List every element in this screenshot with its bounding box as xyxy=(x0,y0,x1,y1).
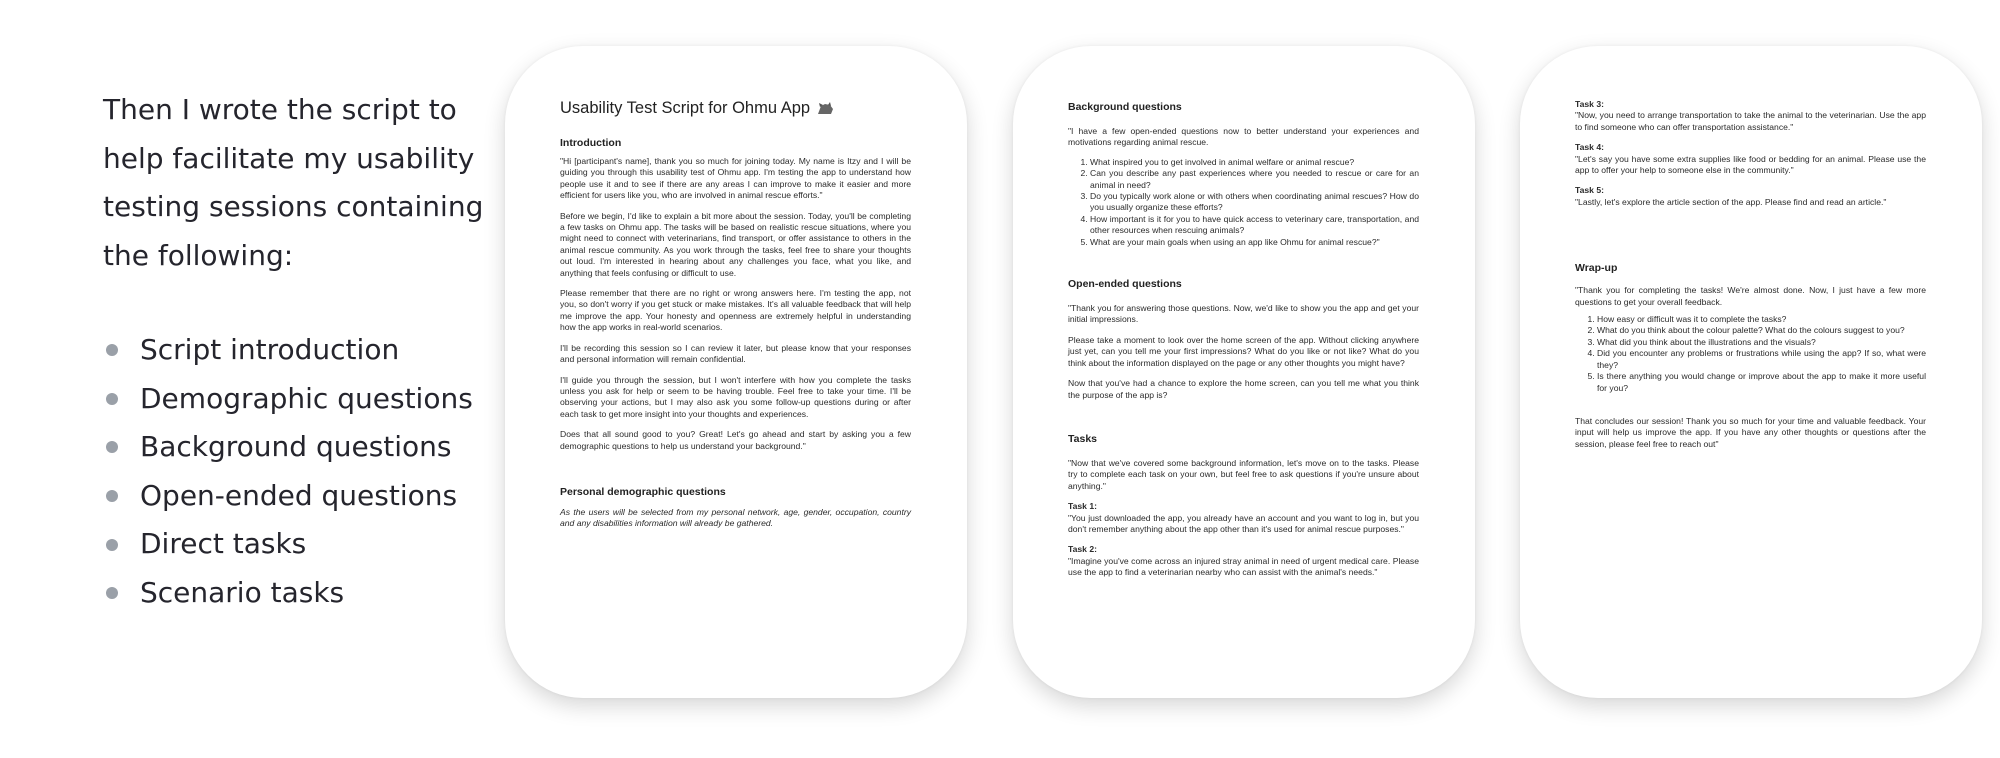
list-item: 5. What are your main goals when using an app like Ohmu for animal rescue?" xyxy=(1090,237,1419,248)
task-label: Task 2: xyxy=(1068,544,1097,555)
paragraph: "I have a few open-ended questions now to better understand your experiences and motivations regarding animal rescue. xyxy=(1068,126,1419,148)
task-text: "Let's say you have some extra supplies like food or bedding for an animal. Please use the app to offer your help to someone else in the community." xyxy=(1575,153,1926,176)
list-item: 1. What inspired you to get involved in animal welfare or animal rescue? xyxy=(1090,157,1419,168)
document-title-text: Usability Test Script for Ohmu App xyxy=(560,99,811,117)
intro-heading: Then I wrote the script to help facilitate my usability testing sessions containing the following: xyxy=(103,93,484,272)
animal-icon xyxy=(816,102,834,116)
bullet-icon xyxy=(106,393,118,405)
paragraph: "Now that we've covered some background information, let's move on to the tasks. Please try to complete each task on your own, but feel free to ask questions if you're unsure about anything." xyxy=(1068,457,1419,491)
task-text: "You just downloaded the app, you already have an account and you want to log in, but you don't remember anything about the app other than it's used for animal rescue purposes." xyxy=(1068,512,1419,534)
section-heading-tasks: Tasks xyxy=(1068,432,1097,445)
paragraph: Now that you've had a chance to explore the home screen, can you tell me what you think the purpose of the app is? xyxy=(1068,378,1419,400)
list-item xyxy=(103,472,473,521)
paragraph: Before we begin, I'd like to explain a bit more about the session. Today, you'll be completing a few tasks on Ohmu app. The tasks will be based on realistic rescue situations, where you might need to connect with veterinarians, find transport, or offer assistance to others in the animal rescue community. As you work through the tasks, feel free to share your thoughts out loud. I'm interested in hearing about any challenges you face, what you like, and anything that feels confusing or difficult to use. xyxy=(560,210,911,278)
list-item-label: Scenario tasks xyxy=(140,575,345,609)
task-label: Task 3: xyxy=(1575,99,1604,109)
section-heading-demographic: Personal demographic questions xyxy=(560,485,726,498)
list-item: 4. How important is it for you to have quick access to veterinary care, transportation, and other resources when rescuing animals? xyxy=(1090,214,1419,237)
task-label: Task 4: xyxy=(1575,142,1604,153)
document-title xyxy=(560,99,911,118)
section-heading-background: Background questions xyxy=(1068,101,1182,113)
list-item: 4. Did you encounter any problems or frustrations while using the app? If so, what were they? xyxy=(1597,348,1926,371)
list-item: 5. Is there anything you would change or improve about the app to make it more useful for you? xyxy=(1597,371,1926,394)
list-item: 3. What did you think about the illustrations and the visuals? xyxy=(1597,337,1926,348)
bullet-icon xyxy=(106,539,118,551)
list-item xyxy=(103,520,473,569)
section-heading-wrap-up: Wrap-up xyxy=(1575,262,1618,275)
paragraph: "Thank you for answering those questions. Now, we'd like to show you the app and get your initial impressions. xyxy=(1068,303,1419,325)
paragraph: I'll guide you through the session, but I won't interfere with how you complete the tasks unless you ask for help or seem to be having trouble. Feel free to take your time. I'll be observing your actions, but I may also ask you some follow-up questions during or after each task to get more insight into your thoughts and experiences. xyxy=(560,374,911,419)
list-item-label: Open-ended questions xyxy=(140,478,458,512)
list-item: 2. What do you think about the colour palette? What do the colours suggest to you? xyxy=(1597,325,1926,336)
list-item-label: Direct tasks xyxy=(140,527,307,561)
wrap-up-questions-list xyxy=(1575,314,1926,394)
task-label: Task 1: xyxy=(1068,501,1097,512)
list-item: 3. Do you typically work alone or with others when coordinating animal rescues? How do you usually organize these efforts? xyxy=(1090,191,1419,214)
list-item: 2. Can you describe any past experiences where you needed to rescue or care for an animal in need? xyxy=(1090,168,1419,191)
list-item-label: Background questions xyxy=(140,430,452,464)
list-item xyxy=(103,326,473,375)
paragraph: Please take a moment to look over the home screen of the app. Without clicking anywhere just yet, can you tell me your first impressions? What do you like or not like? What do you think about the information displayed on the page or any other thoughts you might have? xyxy=(1068,334,1419,368)
intro-section xyxy=(103,86,503,280)
list-item: 1. How easy or difficult was it to complete the tasks? xyxy=(1597,314,1926,325)
bullet-icon xyxy=(106,344,118,356)
contents-list xyxy=(103,326,473,618)
section-heading-open-ended: Open-ended questions xyxy=(1068,278,1182,291)
list-item-label: Script introduction xyxy=(140,333,400,366)
script-page-3 xyxy=(1520,46,1982,698)
task-text: "Lastly, let's explore the article section of the app. Please find and read an article." xyxy=(1575,196,1887,207)
paragraph: I'll be recording this session so I can review it later, but please know that your responses and personal information will remain confidential. xyxy=(560,342,911,365)
list-item xyxy=(103,375,473,424)
paragraph: "Hi [participant's name], thank you so much for joining today. My name is Itzy and I will be guiding you through this usability test of Ohmu app. I'm testing the app to understand how people use it and to see if there are any areas I can improve to make it easier and more efficient for users like you, who are involved in animal rescue efforts." xyxy=(560,156,911,201)
list-item xyxy=(103,423,473,472)
task-text: "Imagine you've come across an injured stray animal in need of urgent medical care. Please use the app to find a veterinarian nearby who can assist with the animal's needs." xyxy=(1068,555,1419,578)
script-page-1 xyxy=(505,46,967,698)
bullet-icon xyxy=(106,441,118,453)
bullet-icon xyxy=(106,490,118,502)
task-label: Task 5: xyxy=(1575,185,1604,196)
background-questions-list xyxy=(1068,157,1419,248)
paragraph: That concludes our session! Thank you so much for your time and valuable feedback. Your input will help us improve the app. If you have any other thoughts or questions after the session, please feel free to reach out" xyxy=(1575,415,1926,449)
list-item xyxy=(103,569,473,618)
section-heading-introduction: Introduction xyxy=(560,137,622,149)
list-item-label: Demographic questions xyxy=(140,381,473,415)
paragraph: "Thank you for completing the tasks! We're almost done. Now, I just have a few more questions to get your overall feedback. xyxy=(1575,285,1926,307)
paragraph: As the users will be selected from my personal network, age, gender, occupation, country and any disabilities information will already be gathered. xyxy=(560,506,911,529)
paragraph: Please remember that there are no right or wrong answers here. I'm testing the app, not you, so don't worry if you get stuck or make mistakes. It's all valuable feedback that will help me improve the app. Your honesty and openness are extremely helpful in understanding how the app works in real-world scenarios. xyxy=(560,288,911,333)
paragraph: Does that all sound good to you? Great! Let's go ahead and start by asking you a few demographic questions to help us understand your background." xyxy=(560,429,911,451)
task-text: "Now, you need to arrange transportation to take the animal to the veterinarian. Use the app to find someone who can offer transportation assistance." xyxy=(1575,110,1926,132)
script-page-2 xyxy=(1013,46,1475,698)
bullet-icon xyxy=(106,587,118,599)
